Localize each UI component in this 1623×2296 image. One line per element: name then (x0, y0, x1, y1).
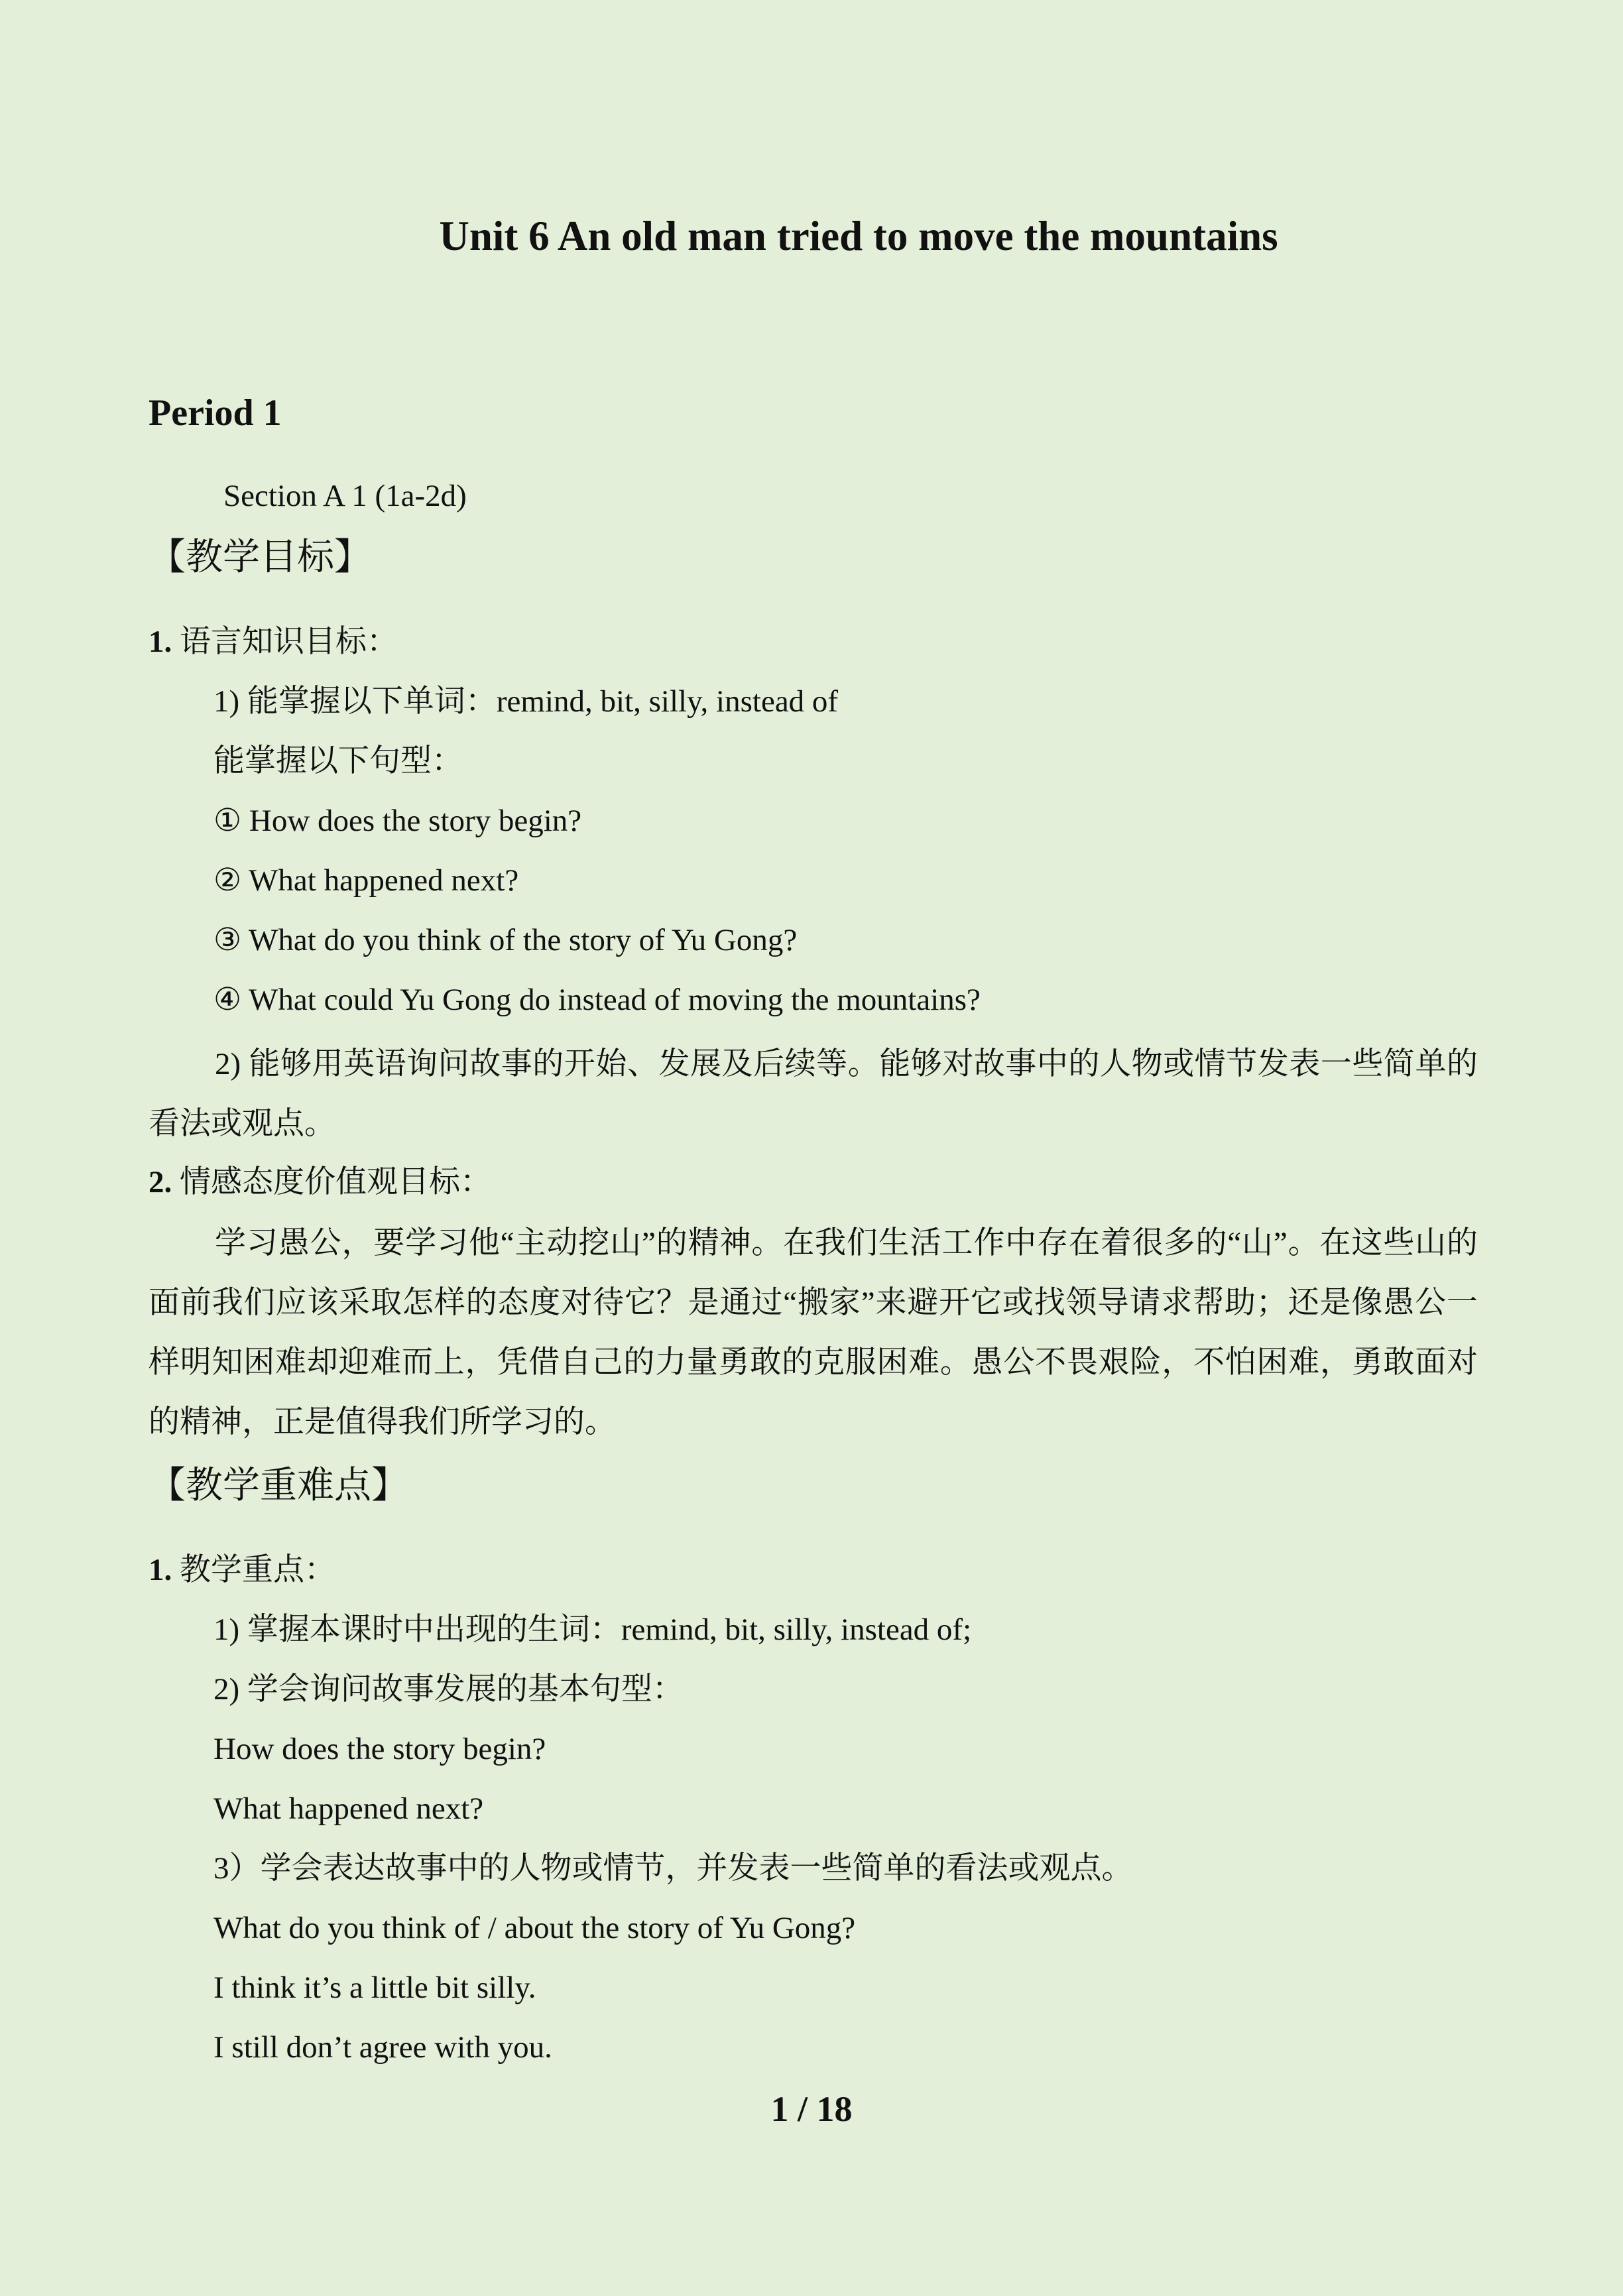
key-point-sentences: 2) 学会询问故事发展的基本句型： (213, 1672, 684, 1707)
heading-teaching-objectives: 【教学目标】 (149, 537, 371, 578)
objective-2-paragraph: 学习愚公，要学习他“主动挖山”的精神。在我们生活工作中存在着很多的“山”。在这些山的面前我们应该采取怎样的态度对待它？是通过“搬家”来避开它或找领导请求帮助；还是像愚公一样明知困难却迎难而上，凭借自己的力量勇敢的克服困难。愚公不畏艰险，不怕困难，勇敢面对的精神，正是值得我们所学习的。 (149, 1226, 1478, 1439)
document-title: Unit 6 An old man tried to move the mountains (439, 213, 1278, 259)
section-label: Section A 1 (1a-2d) (223, 479, 467, 513)
objective-1-heading (149, 623, 398, 660)
key-point-1-number: 1. (149, 1553, 172, 1587)
period-heading: Period 1 (149, 393, 282, 434)
key-point-1-heading (149, 1551, 335, 1589)
objective-1-vocab: 1) 能掌握以下单词：remind, bit, silly, instead of (213, 684, 839, 719)
objective-2-label: 情感态度价值观目标： (180, 1165, 491, 1199)
heading-key-points: 【教学重难点】 (149, 1465, 408, 1506)
objective-1-sentences-label: 能掌握以下句型： (213, 744, 463, 778)
key-example-1: What do you think of / about the story of Yu Gong? (213, 1911, 856, 1945)
key-question-1: How does the story begin? (213, 1732, 546, 1766)
objective-1-number: 1. (149, 625, 172, 659)
key-example-3: I still don’t agree with you. (213, 2030, 552, 2065)
key-point-expression: 3）学会表达故事中的人物或情节，并发表一些简单的看法或观点。 (213, 1851, 1133, 1886)
sentence-pattern-3: ③ What do you think of the story of Yu Gong? (213, 923, 798, 957)
page-number: 1 / 18 (770, 2089, 853, 2129)
key-point-1-label: 教学重点： (180, 1553, 335, 1587)
key-example-2: I think it’s a little bit silly. (213, 1970, 536, 2005)
objective-2-heading (149, 1164, 491, 1201)
sentence-pattern-2: ② What happened next? (213, 863, 519, 898)
sentence-pattern-4: ④ What could Yu Gong do instead of moving the mountains? (213, 983, 981, 1017)
sentence-pattern-1: ① How does the story begin? (213, 804, 582, 838)
key-point-vocab: 1) 掌握本课时中出现的生词：remind, bit, silly, instead of; (213, 1612, 972, 1647)
objective-1-label: 语言知识目标： (180, 625, 398, 659)
objective-2-number: 2. (149, 1165, 172, 1199)
key-question-2: What happened next? (213, 1791, 484, 1826)
objective-1-skills-paragraph: 2) 能够用英语询问故事的开始、发展及后续等。能够对故事中的人物或情节发表一些简单的看法或观点。 (149, 1047, 1478, 1141)
